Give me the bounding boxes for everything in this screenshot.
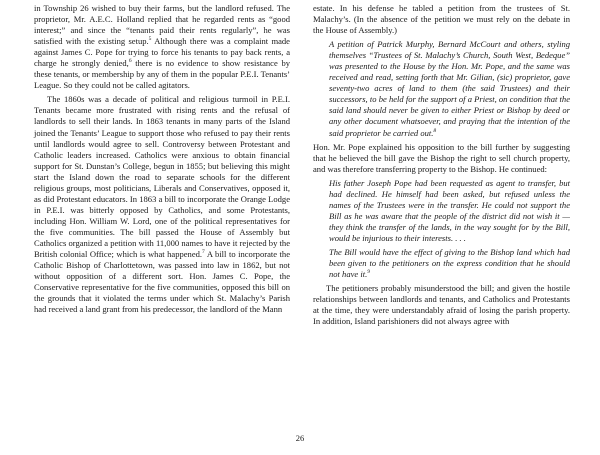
right-column [313,3,570,327]
footnote-ref: 9 [367,269,370,276]
paragraph-text: The 1860s was a decade of political and religious turmoil in P.E.I. Tenants became more frustrated with rising rents and the refusal of landlords to sell their lands. In 1863 tenants in many parts of the Island joined the Tenants’ League to support those who refused to pay their rents until landlords would agree to sell. Controversy between Protestant and Catholic leaders increased. Catholics were anxious to obtain financial support for St. Dunstan’s College, begun in 1855; but believing this might start the Island down the road to separate schools for the different religious groups, most politicians, Liberals and Conservatives, opposed it, as did Protestant educators. In 1863 a bill to incorporate the Orange Lodge in P.E.I. was bitterly opposed by Catholics, and some Protestants, including Hon. William W. Lord, one of the political representatives for the five communities. The bill passed the House of Assembly but Catholics organized a petition with 11,000 names to have it rejected by the British colonial Office; which is what happened. [34,94,290,260]
paragraph-text: there is no evidence to show resistance by these tenants, or membership by any of them in the popular P.E.I. Tenants’ League. So they could not be called agitators. [34,58,291,91]
paragraph-text: Although there was a complaint made against James C. Pope for trying to force his tenants to pay back rents, a charge he strongly denied, [34,36,290,69]
paragraph: The petitioners probably misunderstood the bill; and given the hostile relationships between landlords and tenants, and Catholics and Protestants at the time, they were understandably afraid of losing the parish property. In addition, Island parishioners did not always agree with [313,283,570,327]
quote-text: The Bill would have the effect of giving to the Bishop land which had been given to the petitioners on the express condition that he should not have it. [329,246,570,280]
footnote-ref: 5 [148,36,152,43]
footnote-ref: 8 [433,127,437,134]
quote-text: A petition of Patrick Murphy, Bernard McCourt and others, styling themselves “Trustees of St. Malachy’s Church, South West, Bedeque” was presented to the House by the Hon. Mr. Pope, and the same was received and read, setting forth that Mr. Gilian, (sic) proprietor, gave seventy-two acres of land to them (the said Trustees) and their successors, to be held for the support of a Priest, on condition that the said land should never be given to either Priest or Bishop by deed or any other document whatsoever, and praying that the intention of the said proprietor be carried out. [329,39,570,138]
block-quote: His father Joseph Pope had been requested as agent to transfer, but had declined. He himself had been asked, but refused unless the names of the Trustees were in the transfer. He could not support the Bill as he was aware that the people of the district did not wish it — they think the transfer of the lands, in the way sought for by the Bill, would be injurious to their interests. . . . [329,177,570,243]
paragraph [34,94,290,315]
block-quote [329,247,570,280]
paragraph [34,3,290,91]
page-number: 26 [295,433,305,443]
paragraph-text: in Township 26 wished to buy their farms, but the landlord refused. The proprietor, Mr. A.E.C. Holland replied that he regarded rents as “good interest;” and since the “tenants paid their rents regularly”, he was satisfied with the existing setup. [34,3,290,47]
footnote-ref: 6 [128,58,132,65]
block-quote [329,39,570,138]
footnote-ref: 7 [202,249,205,256]
paragraph: estate. In his defense he tabled a petition from the trustees of St. Malachy’s. (In the absence of the petition we must rely on the debate in the House of Assembly.) [313,3,570,36]
left-column [34,3,290,315]
paragraph-text: A bill to incorporate the Catholic Bishop of Charlottetown, was passed into law in 1862, but not without opposition of a different sort. Hon. James C. Pope, the Conservative representative for the five communities, opposed this bill on the grounds that it violated the terms under which St. Malachy’s Parish had received a land grant from his predecessor, the landlord of the Mann [34,249,290,315]
paragraph: Hon. Mr. Pope explained his opposition to the bill further by suggesting that he believed the bill gave the Bishop the right to sell church property, and was therefore transferring property to the Bishop. He continued: [313,141,570,174]
